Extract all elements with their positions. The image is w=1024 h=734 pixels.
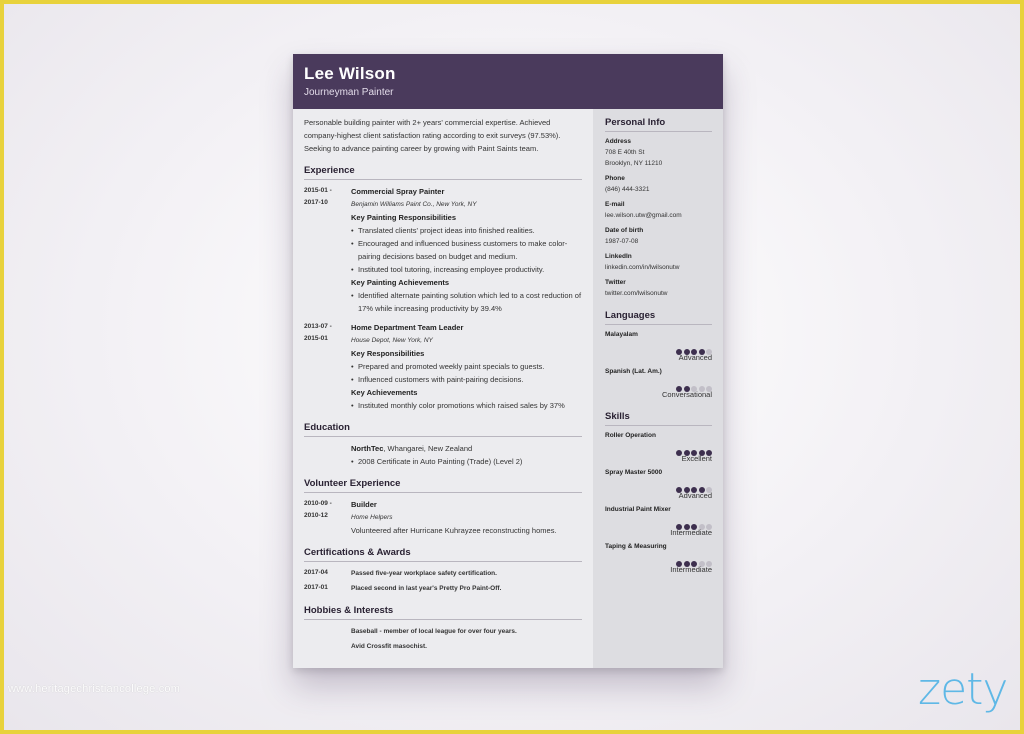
company-name: Benjamin Williams Paint Co., New York, NY <box>351 201 477 208</box>
skill-level: Intermediate <box>670 528 712 537</box>
hobby-text: Baseball - member of local league for over four years. <box>351 628 517 635</box>
twitter-label: Twitter <box>605 279 626 286</box>
skill-item <box>605 431 712 464</box>
skill-level: Advanced <box>678 491 712 500</box>
job-title: Home Department Team Leader <box>351 323 464 332</box>
address-line1: 708 E 40th St <box>605 149 645 156</box>
entry-dates <box>304 321 351 412</box>
list-item: • Identified alternate painting solution which led to a cost reduction of 17% while increasing productivity by 39.4% <box>351 289 582 315</box>
email-value: lee.wilson.utw@gmail.com <box>605 212 682 219</box>
certification-entry <box>304 582 582 595</box>
certification-text: Passed five-year workplace safety certification. <box>351 570 497 577</box>
watermark-text: www.heritagechristiancollege.com <box>8 683 181 695</box>
education-list <box>351 455 582 468</box>
skill-level: Intermediate <box>670 565 712 574</box>
entry-date: 2017-04 <box>304 569 328 576</box>
entry-body <box>351 442 582 468</box>
responsibilities-heading: Key Responsibilities <box>351 349 425 358</box>
skill-item <box>605 468 712 501</box>
entry-dates <box>304 185 351 315</box>
date-end: 2017-10 <box>304 199 328 206</box>
experience-heading: Experience <box>304 165 582 180</box>
hobbies-heading: Hobbies & Interests <box>304 605 582 620</box>
achievements-list <box>351 399 582 412</box>
language-item <box>605 367 712 400</box>
responsibilities-heading: Key Painting Responsibilities <box>351 213 457 222</box>
address-line2: Brooklyn, NY 11210 <box>605 160 663 167</box>
entry-dates <box>304 498 351 537</box>
hobby-entry <box>304 640 582 653</box>
list-item: • Encouraged and influenced business customers to make color-pairing decisions based on budget and medium. <box>351 237 582 263</box>
job-title: Commercial Spray Painter <box>351 187 445 196</box>
certification-entry <box>304 567 582 580</box>
personal-info-heading: Personal Info <box>605 117 712 132</box>
list-item: • Instituted tool tutoring, increasing employee productivity. <box>351 263 582 276</box>
education-heading: Education <box>304 422 582 437</box>
achievements-list <box>351 289 582 315</box>
skill-name: Roller Operation <box>605 432 656 439</box>
entry-body <box>351 321 582 412</box>
skill-name: Industrial Paint Mixer <box>605 506 671 513</box>
rating-dots <box>605 342 712 352</box>
skill-name: Spray Master 5000 <box>605 469 663 476</box>
entry-body <box>351 185 582 315</box>
summary-text: Personable building painter with 2+ years' commercial expertise. Achieved company-highest client satisfaction rating according to exit surveys (97.53%). Seeking to advance painting career by growing with Paint Saints team. <box>304 118 561 153</box>
school-location: , Whangarei, New Zealand <box>383 444 473 453</box>
responsibilities-list <box>351 360 582 386</box>
experience-entry <box>304 321 582 412</box>
certification-text: Placed second in last year's Pretty Pro Paint-Off. <box>351 585 502 592</box>
company-name: House Depot, New York, NY <box>351 337 433 344</box>
entry-dates <box>304 442 351 468</box>
achievements-heading: Key Painting Achievements <box>351 278 450 287</box>
entry-date <box>304 625 351 638</box>
candidate-role: Journeyman Painter <box>304 87 394 98</box>
linkedin-label: LinkedIn <box>605 253 632 260</box>
language-level: Conversational <box>661 390 712 399</box>
email-label: E-mail <box>605 201 625 208</box>
rating-dots <box>605 554 712 564</box>
phone-value: (846) 444-3321 <box>605 186 650 193</box>
volunteer-heading: Volunteer Experience <box>304 478 582 493</box>
phone-label: Phone <box>605 175 625 182</box>
linkedin-value: linkedin.com/in/lwilsonutw <box>605 264 680 271</box>
dob-value: 1987-07-08 <box>605 238 639 245</box>
list-item: • 2008 Certificate in Auto Painting (Trade) (Level 2) <box>351 455 582 468</box>
school-name: NorthTec <box>351 444 384 453</box>
responsibilities-list <box>351 224 582 276</box>
date-start: 2015-01 - <box>304 187 332 194</box>
volunteer-org: Home Helpers <box>351 514 393 521</box>
main-column <box>293 109 593 668</box>
sidebar-column <box>593 109 723 668</box>
certifications-heading: Certifications & Awards <box>304 547 582 562</box>
list-item: • Prepared and promoted weekly paint specials to guests. <box>351 360 582 373</box>
language-item <box>605 330 712 363</box>
entry-date: 2017-01 <box>304 584 328 591</box>
date-start: 2013-07 - <box>304 323 332 330</box>
language-name: Spanish (Lat. Am.) <box>605 368 662 375</box>
twitter-value: twitter.com/lwilsonutw <box>605 290 668 297</box>
volunteer-role: Builder <box>351 500 377 509</box>
candidate-name: Lee Wilson <box>304 64 396 83</box>
rating-dots <box>605 517 712 527</box>
language-level: Advanced <box>678 353 712 362</box>
dob-label: Date of birth <box>605 227 644 234</box>
rating-dots <box>605 379 712 389</box>
education-entry <box>304 442 582 468</box>
languages-heading: Languages <box>605 310 712 325</box>
hobby-entry <box>304 625 582 638</box>
entry-date <box>304 640 351 653</box>
rating-dots <box>605 443 712 453</box>
skills-heading: Skills <box>605 411 712 426</box>
date-end: 2015-01 <box>304 335 328 342</box>
skill-item <box>605 505 712 538</box>
volunteer-description: Volunteered after Hurricane Kuhrayzee reconstructing homes. <box>351 526 557 535</box>
achievements-heading: Key Achievements <box>351 388 418 397</box>
resume-page <box>293 54 723 668</box>
rating-dots <box>605 480 712 490</box>
list-item: • Influenced customers with paint-pairing decisions. <box>351 373 582 386</box>
list-item: • Translated clients' project ideas into finished realities. <box>351 224 582 237</box>
date-start: 2010-09 - <box>304 500 332 507</box>
skill-item <box>605 542 712 575</box>
address-label: Address <box>605 138 632 145</box>
entry-body <box>351 498 582 537</box>
skill-level: Excellent <box>681 454 712 463</box>
experience-entry <box>304 185 582 315</box>
resume-header <box>293 54 723 109</box>
hobby-text: Avid Crossfit masochist. <box>351 643 427 650</box>
date-end: 2010-12 <box>304 512 328 519</box>
language-name: Malayalam <box>605 331 638 338</box>
skill-name: Taping & Measuring <box>605 543 667 550</box>
list-item: • Instituted monthly color promotions which raised sales by 37% <box>351 399 582 412</box>
volunteer-entry <box>304 498 582 537</box>
brand-logo: zety <box>918 664 1008 715</box>
